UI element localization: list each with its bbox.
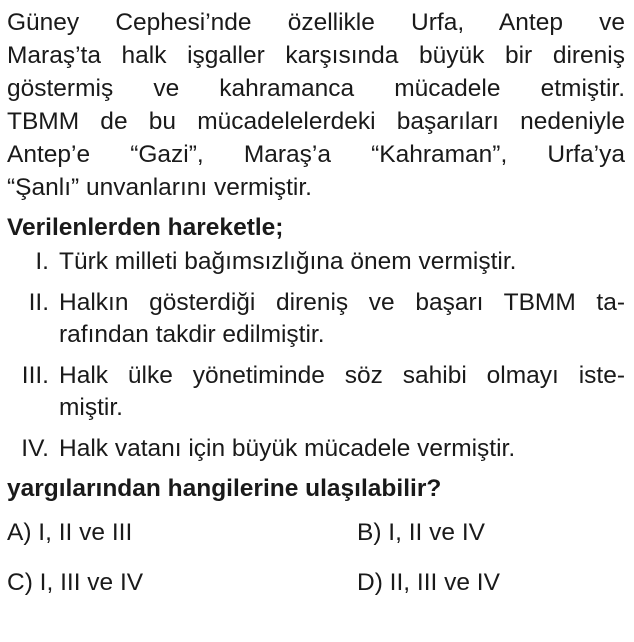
passage-line: “Şanlı” unvanlarını vermiştir. [7,174,312,201]
passage-line: Maraş’ta halk işgaller karşısında büyük bir direniş [7,42,625,69]
option-c[interactable]: C) I, III ve IV [7,569,144,596]
option-d[interactable]: D) II, III ve IV [357,569,500,596]
statement-item [7,287,625,351]
statement-number: II. [28,289,49,316]
option-a[interactable]: A) I, II ve III [7,519,133,546]
statement-item [7,433,625,465]
statement-list [7,246,625,465]
statement-text [59,433,625,465]
statement-text [59,287,625,351]
statement-line: Türk milleti bağımsızlığına önem vermiştir. [59,248,517,275]
statement-line: miştir. [59,394,123,421]
statement-item [7,246,625,278]
question-conclusion: yargılarından hangilerine ulaşılabilir? [7,475,442,502]
statement-item [7,360,625,424]
passage-line: Antep’e “Gazi”, Maraş’a “Kahraman”, Urfa’ya [7,141,625,168]
question-block [7,6,625,617]
statement-text [59,246,625,278]
passage-line: TBMM de bu mücadelelerdeki başarıları nedeniyle [7,108,625,135]
answer-options [7,517,625,617]
statement-line: rafından takdir edilmiştir. [59,321,325,348]
statement-text [59,360,625,424]
option-b[interactable]: B) I, II ve IV [357,519,485,546]
statement-line: Halk ülke yönetiminde söz sahibi olmayı iste- [59,362,625,389]
statement-line: Halk vatanı için büyük mücadele vermiştir. [59,435,516,462]
passage-line: göstermiş ve kahramanca mücadele etmiştir. [7,75,625,102]
statement-line: Halkın gösterdiği direniş ve başarı TBMM ta- [59,289,625,316]
statement-number: I. [35,248,49,275]
statement-number: IV. [21,435,49,462]
question-prompt: Verilenlerden hareketle; [7,214,284,241]
question-passage [7,6,625,204]
passage-line: Güney Cephesi’nde özellikle Urfa, Antep ve [7,9,625,36]
statement-number: III. [21,362,49,389]
